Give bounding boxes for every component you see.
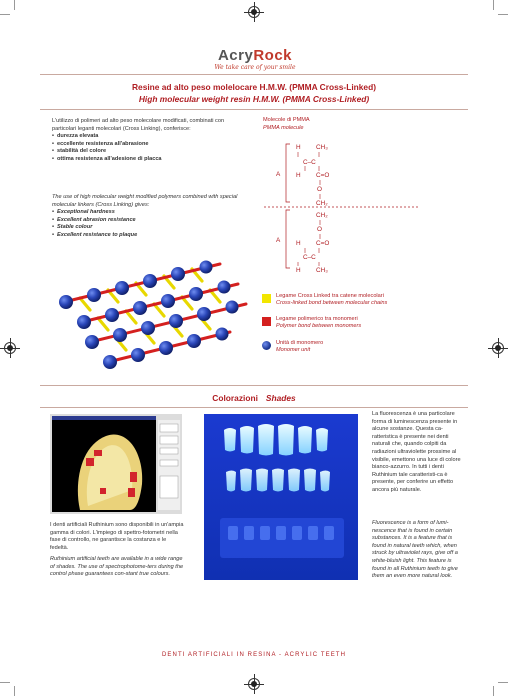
crop-mark — [498, 682, 508, 683]
uv-teeth-image — [204, 414, 358, 580]
intro-italian-bullet: • durezza elevata — [52, 133, 232, 141]
formula-cc: C–C — [303, 254, 316, 261]
crop-mark — [14, 686, 15, 696]
molecule-title-english: PMMA molecule — [263, 124, 304, 131]
headline-english: High molecular weight resin H.M.W. (PMMA Cross-Linked) — [138, 94, 370, 104]
intro-italian-bullet: • eccellente resistenza all'abrasione — [52, 141, 232, 149]
intro-italian — [52, 118, 232, 164]
shades-right-italian: La fluorescenza è una particolare forma di luminescenza presente in alcune sostanze. Questa ca-ratteristica è presente nei denti naturali che, quando colpiti da radiazioni ultraviolette prossime al visibile, emettono una luce di colore bianco-azzurro. In tutti i denti Ruthinium tale caratteristi-ca è presente, per conferire un effetto ancora più naturale. — [372, 411, 461, 493]
crop-mark — [0, 14, 10, 15]
brand-name-part1: Acry — [217, 47, 254, 64]
brand-name-part2: Rock — [253, 47, 293, 64]
molecule-title-italian: Molecole di PMMA — [263, 117, 310, 123]
section-title-rule — [40, 407, 468, 408]
formula-h: H — [296, 240, 301, 247]
yellow-square-icon — [262, 294, 271, 303]
headline-italian: Resine ad alto peso molelocare H.M.W. (PMMA Cross-Linked) — [131, 82, 376, 92]
shades-title-italian: Colorazioni — [212, 393, 258, 403]
formula-co: C=O — [316, 172, 330, 179]
legend-label-italian: Legame polimerico tra monomeri — [276, 316, 358, 322]
formula-o: O — [317, 226, 322, 233]
brand-tagline: We take care of your smile — [214, 64, 296, 71]
intro-italian-bullets — [52, 133, 232, 163]
crop-mark — [14, 0, 15, 10]
registration-mark-top — [248, 6, 260, 18]
intro-italian-bullet: • stabilità del colore — [52, 148, 232, 156]
crop-mark — [498, 14, 508, 15]
registration-mark-right — [492, 342, 504, 354]
intro-italian-bullet: • ottima resistenza all'adesione di placca — [52, 156, 232, 164]
formula-h: H — [296, 172, 301, 179]
formula-ch3: CH₃ — [316, 267, 328, 274]
shades-title — [40, 393, 468, 403]
formula-h: H — [296, 144, 301, 151]
formula-ch2: CH₂ — [316, 200, 328, 207]
legend-label-english: Cross-linked bond between molecular chains — [276, 300, 388, 306]
pmma-formula-diagram — [258, 136, 418, 276]
shades-left-italian: I denti artificiali Ruthinium sono disponibili in un'ampia gamma di colori. L'impiego di spettro-fotometri nella fase di controllo, ne garantisce la costanza e le fedeltà. — [50, 522, 184, 551]
formula-o: O — [317, 186, 322, 193]
intro-english — [52, 194, 240, 240]
intro-english-bullet: • Excellent resistance to plaque — [52, 232, 240, 240]
formula-ch2: CH₂ — [316, 212, 328, 219]
formula-ch3: CH₃ — [316, 144, 328, 151]
formula-cc: C–C — [303, 159, 316, 166]
formula-co: C=O — [316, 240, 330, 247]
intro-english-bullets — [52, 209, 240, 239]
intro-italian-paragraph: L'utilizzo di polimeri ad alto peso molecolare modificati, combinati con particolari leganti molecolari (Cross Linking), conferisce: — [52, 118, 225, 132]
registration-mark-left — [4, 342, 16, 354]
headline-rule — [40, 109, 468, 110]
formula-label-a: A — [276, 171, 281, 178]
crop-mark — [493, 686, 494, 696]
intro-english-paragraph: The use of high molecular weight modified polymers combined with special molecular linkers (Cross Linking) gives: — [52, 194, 238, 208]
legend-label-english: Polymer bond between monomers — [276, 323, 362, 329]
spectrophotometer-screen-image — [50, 414, 182, 514]
formula-h: H — [296, 267, 301, 274]
section-rule — [40, 385, 468, 386]
legend-label-italian: Unità di monomero — [276, 340, 324, 346]
crop-mark — [493, 0, 494, 10]
shades-left-english: Ruthinium artificial teeth are available in a wide range of shades. The use of spectrophotome-ters during the control phase guarantees con-stant true colours. — [50, 556, 184, 578]
spectrophotometer-screen-photo — [50, 414, 182, 514]
formula-label-a: A — [276, 237, 281, 244]
blue-circle-icon — [262, 341, 271, 350]
shades-right-english: Fluorescence is a form of lumi-nescence that is found in certain substances. It is a feature that is found in natural teeth which, when struck by ultraviolet rays, give off a white-bluish light. This feature is found in all Ruthinium teeth to give them an even more natural look. — [372, 520, 458, 580]
legend-label-english: Monomer unit — [276, 347, 311, 353]
intro-english-bullet: • Exceptional hardness — [52, 209, 240, 217]
header-rule — [40, 74, 468, 75]
molecule-title — [263, 117, 310, 132]
red-square-icon — [262, 317, 271, 326]
shades-title-english: Shades — [265, 393, 296, 403]
intro-english-bullet: • Excellent abrasion resistance — [52, 217, 240, 225]
registration-mark-bottom — [248, 678, 260, 690]
polymer-chain-illustration — [50, 258, 250, 373]
crop-mark — [0, 682, 10, 683]
intro-english-bullet: • Stable colour — [52, 224, 240, 232]
brand-logo — [200, 48, 310, 71]
legend-label-italian: Legame Cross Linked tra catene molecolari — [276, 293, 384, 299]
uv-teeth-photo — [204, 414, 358, 580]
page-footer: DENTI ARTIFICIALI IN RESINA - ACRYLIC TEETH — [162, 652, 346, 658]
